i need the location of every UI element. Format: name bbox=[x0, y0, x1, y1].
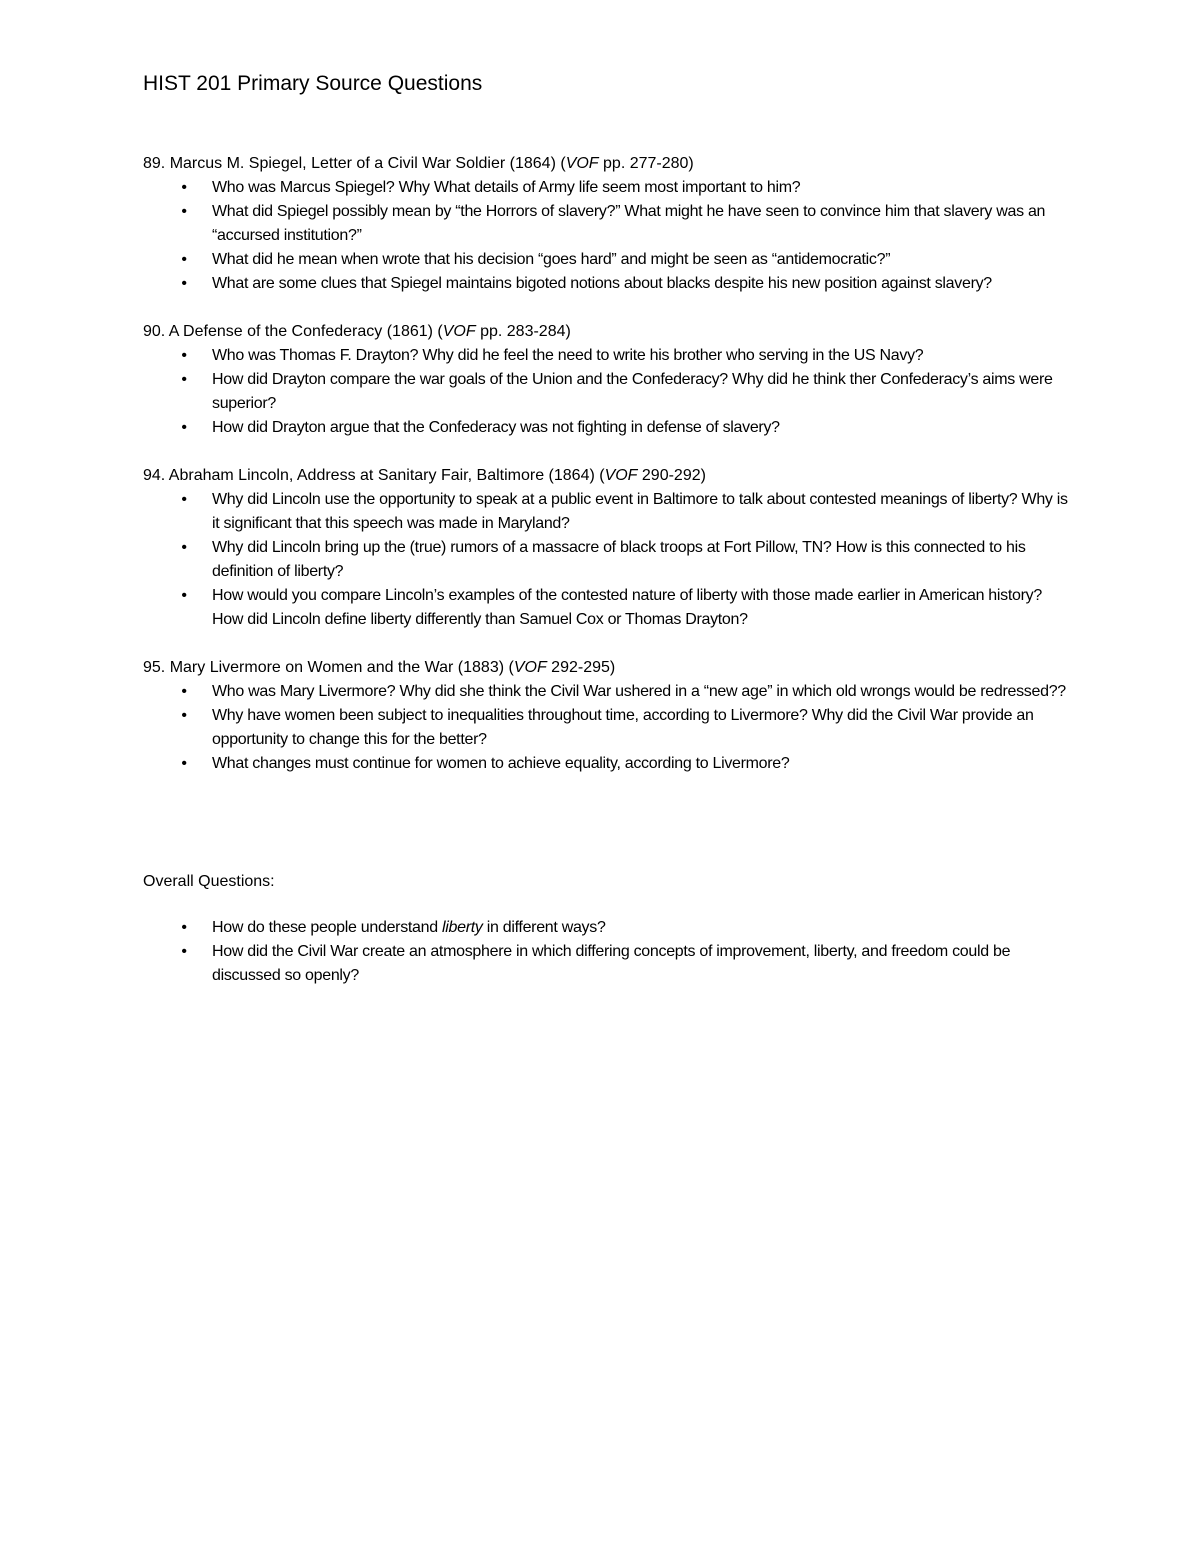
heading-text: 89. Marcus M. Spiegel, Letter of a Civil War Soldier (1864) ( bbox=[143, 155, 566, 172]
overall-question-list bbox=[143, 916, 1073, 988]
list-item bbox=[143, 200, 1073, 248]
bullet-icon: • bbox=[181, 539, 187, 556]
question-text-end: in different ways? bbox=[482, 919, 606, 936]
question-list bbox=[143, 680, 1073, 776]
heading-italic-text: VOF bbox=[604, 467, 638, 484]
heading-text-end: 292-295) bbox=[546, 659, 616, 676]
document-title: HIST 201 Primary Source Questions bbox=[143, 72, 483, 95]
question-text: Why did Lincoln bring up the (true) rumors of a massacre of black troops at Fort Pillow, TN? How is this connected to his definition of liberty? bbox=[212, 539, 1026, 580]
list-item bbox=[143, 416, 1073, 440]
question-text: What are some clues that Spiegel maintains bigoted notions about blacks despite his new position against slavery? bbox=[212, 275, 992, 292]
heading-text: 90. A Defense of the Confederacy (1861) ( bbox=[143, 323, 443, 340]
section-heading bbox=[143, 464, 1073, 488]
question-italic-text: liberty bbox=[441, 919, 483, 936]
list-item bbox=[143, 584, 1073, 632]
list-item bbox=[143, 940, 1073, 988]
source-sections bbox=[143, 152, 1073, 800]
question-text: Who was Thomas F. Drayton? Why did he feel the need to write his brother who serving in the US Navy? bbox=[212, 347, 924, 364]
section-90 bbox=[143, 320, 1073, 440]
section-94 bbox=[143, 464, 1073, 632]
section-heading bbox=[143, 656, 1073, 680]
section-89 bbox=[143, 152, 1073, 296]
bullet-icon: • bbox=[181, 347, 187, 364]
question-list bbox=[143, 176, 1073, 296]
bullet-icon: • bbox=[181, 755, 187, 772]
heading-text: 94. Abraham Lincoln, Address at Sanitary Fair, Baltimore (1864) ( bbox=[143, 467, 605, 484]
bullet-icon: • bbox=[181, 371, 187, 388]
bullet-icon: • bbox=[181, 179, 187, 196]
list-item bbox=[143, 368, 1073, 416]
heading-italic-text: VOF bbox=[442, 323, 476, 340]
question-text: How did the Civil War create an atmosphere in which differing concepts of improvement, liberty, and freedom could be discussed so openly? bbox=[212, 943, 1011, 984]
question-text: What did Spiegel possibly mean by “the Horrors of slavery?” What might he have seen to convince him that slavery was an “accursed institution?” bbox=[212, 203, 1046, 244]
bullet-icon: • bbox=[181, 419, 187, 436]
heading-italic-text: VOF bbox=[565, 155, 599, 172]
list-item bbox=[143, 344, 1073, 368]
question-text: How did Drayton compare the war goals of the Union and the Confederacy? Why did he think ther Confederacy’s aims were superior? bbox=[212, 371, 1053, 412]
question-text: Why have women been subject to inequalities throughout time, according to Livermore? Why did the Civil War provide an opportunity to change this for the better? bbox=[212, 707, 1034, 748]
list-item bbox=[143, 536, 1073, 584]
bullet-icon: • bbox=[181, 683, 187, 700]
list-item bbox=[143, 916, 1073, 940]
overall-questions bbox=[143, 870, 1073, 988]
section-heading bbox=[143, 152, 1073, 176]
bullet-icon: • bbox=[181, 707, 187, 724]
question-text: What changes must continue for women to achieve equality, according to Livermore? bbox=[212, 755, 790, 772]
section-heading bbox=[143, 320, 1073, 344]
list-item bbox=[143, 752, 1073, 776]
list-item bbox=[143, 176, 1073, 200]
heading-text-end: 290-292) bbox=[637, 467, 706, 484]
bullet-icon: • bbox=[181, 251, 187, 268]
list-item bbox=[143, 704, 1073, 752]
section-95 bbox=[143, 656, 1073, 776]
question-text: Who was Mary Livermore? Why did she think the Civil War ushered in a “new age” in which old wrongs would be redressed?? bbox=[212, 683, 1066, 700]
heading-text-end: pp. 283-284) bbox=[475, 323, 571, 340]
heading-italic-text: VOF bbox=[513, 659, 547, 676]
list-item bbox=[143, 248, 1073, 272]
overall-heading: Overall Questions: bbox=[143, 873, 275, 890]
bullet-icon: • bbox=[181, 919, 187, 936]
question-text: How do these people understand bbox=[212, 919, 442, 936]
question-text: How did Drayton argue that the Confederacy was not fighting in defense of slavery? bbox=[212, 419, 780, 436]
question-text: Who was Marcus Spiegel? Why What details of Army life seem most important to him? bbox=[212, 179, 801, 196]
list-item bbox=[143, 488, 1073, 536]
heading-text: 95. Mary Livermore on Women and the War (1883) ( bbox=[143, 659, 514, 676]
question-list bbox=[143, 488, 1073, 632]
bullet-icon: • bbox=[181, 943, 187, 960]
heading-text-end: pp. 277-280) bbox=[598, 155, 694, 172]
bullet-icon: • bbox=[181, 275, 187, 292]
bullet-icon: • bbox=[181, 491, 187, 508]
list-item bbox=[143, 680, 1073, 704]
list-item bbox=[143, 272, 1073, 296]
question-list bbox=[143, 344, 1073, 440]
bullet-icon: • bbox=[181, 203, 187, 220]
question-text: Why did Lincoln use the opportunity to speak at a public event in Baltimore to talk about contested meanings of liberty? Why is it significant that this speech was made in Maryland? bbox=[212, 491, 1068, 532]
question-text: What did he mean when wrote that his decision “goes hard” and might be seen as “antidemocratic?” bbox=[212, 251, 891, 268]
question-text: How would you compare Lincoln’s examples of the contested nature of liberty with those made earlier in American history? How did Lincoln define liberty differently than Samuel Cox or Thomas Drayton? bbox=[212, 587, 1042, 628]
bullet-icon: • bbox=[181, 587, 187, 604]
